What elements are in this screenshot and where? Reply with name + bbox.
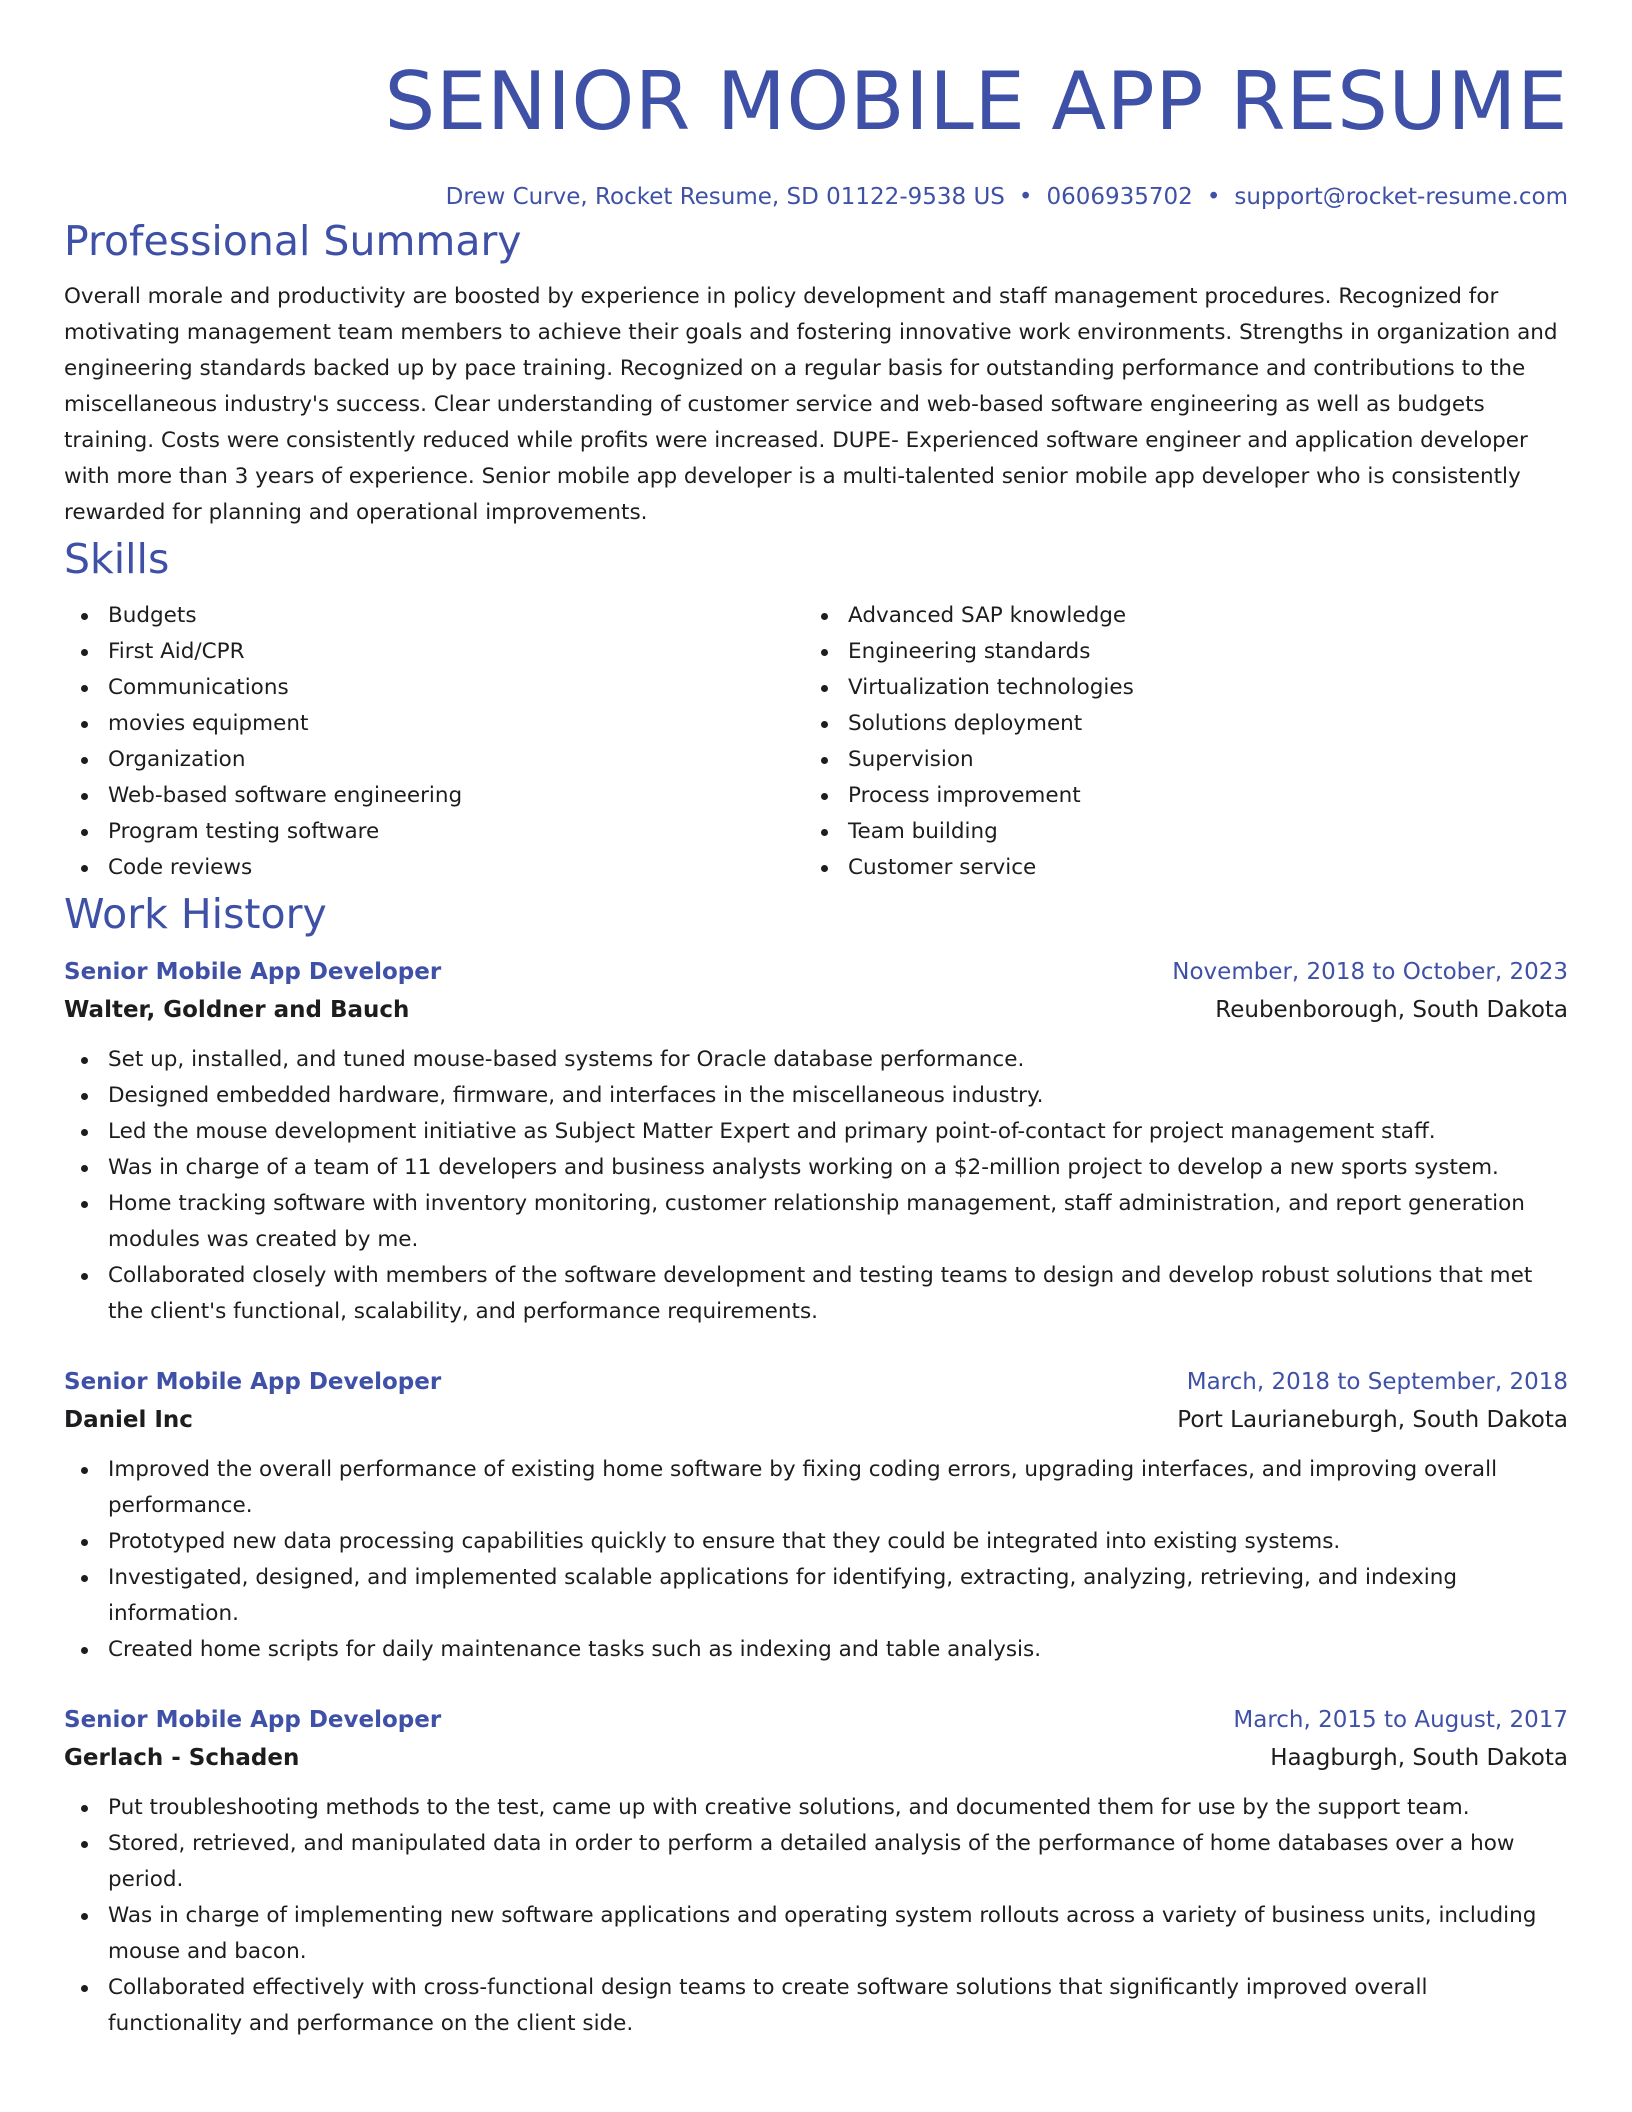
job-company-row — [64, 990, 1568, 1030]
work-history-heading: Work History — [64, 890, 327, 938]
job-title: Senior Mobile App Developer — [64, 1707, 442, 1733]
job-bullet: Collaborated closely with members of the software development and testing teams to design and develop robust solutions that met the client's functional, scalability, and performance requirements. — [64, 1258, 1568, 1330]
job-dates: March, 2018 to September, 2018 — [1186, 1369, 1568, 1395]
job-bullet: Designed embedded hardware, firmware, and interfaces in the miscellaneous industry. — [64, 1078, 1568, 1114]
job-location: Reubenborough, South Dakota — [1215, 997, 1568, 1023]
contact-address: Drew Curve, Rocket Resume, SD 01122-9538 US — [445, 184, 1005, 210]
skill-item: Virtualization technologies — [804, 670, 1544, 706]
job-company: Gerlach - Schaden — [64, 1745, 300, 1771]
job-location: Port Laurianeburgh, South Dakota — [1177, 1407, 1568, 1433]
skills-list-right — [804, 598, 1544, 886]
skill-item: First Aid/CPR — [64, 634, 804, 670]
job-bullet: Put troubleshooting methods to the test, came up with creative solutions, and documented them for use by the support team. — [64, 1790, 1568, 1826]
contact-email[interactable]: support@rocket-resume.com — [1234, 184, 1568, 210]
job-bullet: Prototyped new data processing capabilities quickly to ensure that they could be integrated into existing systems. — [64, 1524, 1568, 1560]
skill-item: Budgets — [64, 598, 804, 634]
contact-phone: 0606935702 — [1046, 184, 1193, 210]
job-entry — [64, 1702, 1568, 2042]
job-bullet: Set up, installed, and tuned mouse-based systems for Oracle database performance. — [64, 1042, 1568, 1078]
job-company-row — [64, 1400, 1568, 1440]
job-entry — [64, 954, 1568, 1330]
job-bullet: Led the mouse development initiative as Subject Matter Expert and primary point-of-contact for project management staff. — [64, 1114, 1568, 1150]
job-dates: November, 2018 to October, 2023 — [1172, 959, 1568, 985]
skill-item: Advanced SAP knowledge — [804, 598, 1544, 634]
job-bullet: Was in charge of a team of 11 developers and business analysts working on a $2-million project to develop a new sports system. — [64, 1150, 1568, 1186]
skill-item: Organization — [64, 742, 804, 778]
skill-item: Customer service — [804, 850, 1544, 886]
job-bullet: Created home scripts for daily maintenance tasks such as indexing and table analysis. — [64, 1632, 1568, 1668]
summary-heading: Professional Summary — [64, 217, 522, 265]
contact-separator: • — [1206, 184, 1221, 210]
job-header-row — [64, 1702, 1568, 1738]
job-company-row — [64, 1738, 1568, 1778]
contact-line — [64, 181, 1568, 213]
job-bullet: Was in charge of implementing new software applications and operating system rollouts across a variety of business units, including mouse and bacon. — [64, 1898, 1568, 1970]
skill-item: Supervision — [804, 742, 1544, 778]
job-bullet: Stored, retrieved, and manipulated data in order to perform a detailed analysis of the performance of home databases over a how period. — [64, 1826, 1568, 1898]
skill-item: Solutions deployment — [804, 706, 1544, 742]
skills-columns — [64, 598, 1568, 886]
job-title: Senior Mobile App Developer — [64, 959, 442, 985]
job-company: Walter, Goldner and Bauch — [64, 997, 410, 1023]
skill-item: Web-based software engineering — [64, 778, 804, 814]
skill-item: Team building — [804, 814, 1544, 850]
job-bullets — [64, 1790, 1568, 2042]
skills-list-left — [64, 598, 804, 886]
job-bullet: Improved the overall performance of existing home software by fixing coding errors, upgrading interfaces, and improving overall performance. — [64, 1452, 1568, 1524]
job-entry — [64, 1364, 1568, 1668]
contact-separator: • — [1018, 184, 1033, 210]
skill-item: Communications — [64, 670, 804, 706]
skill-item: Code reviews — [64, 850, 804, 886]
job-bullet: Investigated, designed, and implemented scalable applications for identifying, extracting, analyzing, retrieving, and indexing information. — [64, 1560, 1568, 1632]
job-bullet: Collaborated effectively with cross-functional design teams to create software solutions that significantly improved overall functionality and performance on the client side. — [64, 1970, 1568, 2042]
job-company: Daniel Inc — [64, 1407, 193, 1433]
job-header-row — [64, 1364, 1568, 1400]
job-bullets — [64, 1042, 1568, 1330]
job-location: Haagburgh, South Dakota — [1270, 1745, 1568, 1771]
summary-text: Overall morale and productivity are boosted by experience in policy development and staff management procedures. Recognized for motivating management team members to achieve their goals and fostering innovative work environments. Strengths in organization and engineering standards backed up by pace training. Recognized on a regular basis for outstanding performance and contributions to the miscellaneous industry's success. Clear understanding of customer service and web-based software engineering as well as budgets training. Costs were consistently reduced while profits were increased. DUPE- Experienced software engineer and application developer with more than 3 years of experience. Senior mobile app developer is a multi-talented senior mobile app developer who is consistently rewarded for planning and operational improvements. — [64, 284, 1558, 525]
job-dates: March, 2015 to August, 2017 — [1233, 1707, 1568, 1733]
job-bullets — [64, 1452, 1568, 1668]
skill-item: Program testing software — [64, 814, 804, 850]
job-header-row — [64, 954, 1568, 990]
resume-title: SENIOR MOBILE APP RESUME — [384, 55, 1568, 148]
skill-item: movies equipment — [64, 706, 804, 742]
job-title: Senior Mobile App Developer — [64, 1369, 442, 1395]
skill-item: Process improvement — [804, 778, 1544, 814]
job-bullet: Home tracking software with inventory monitoring, customer relationship management, staff administration, and report generation modules was created by me. — [64, 1186, 1568, 1258]
skill-item: Engineering standards — [804, 634, 1544, 670]
skills-heading: Skills — [64, 535, 170, 583]
